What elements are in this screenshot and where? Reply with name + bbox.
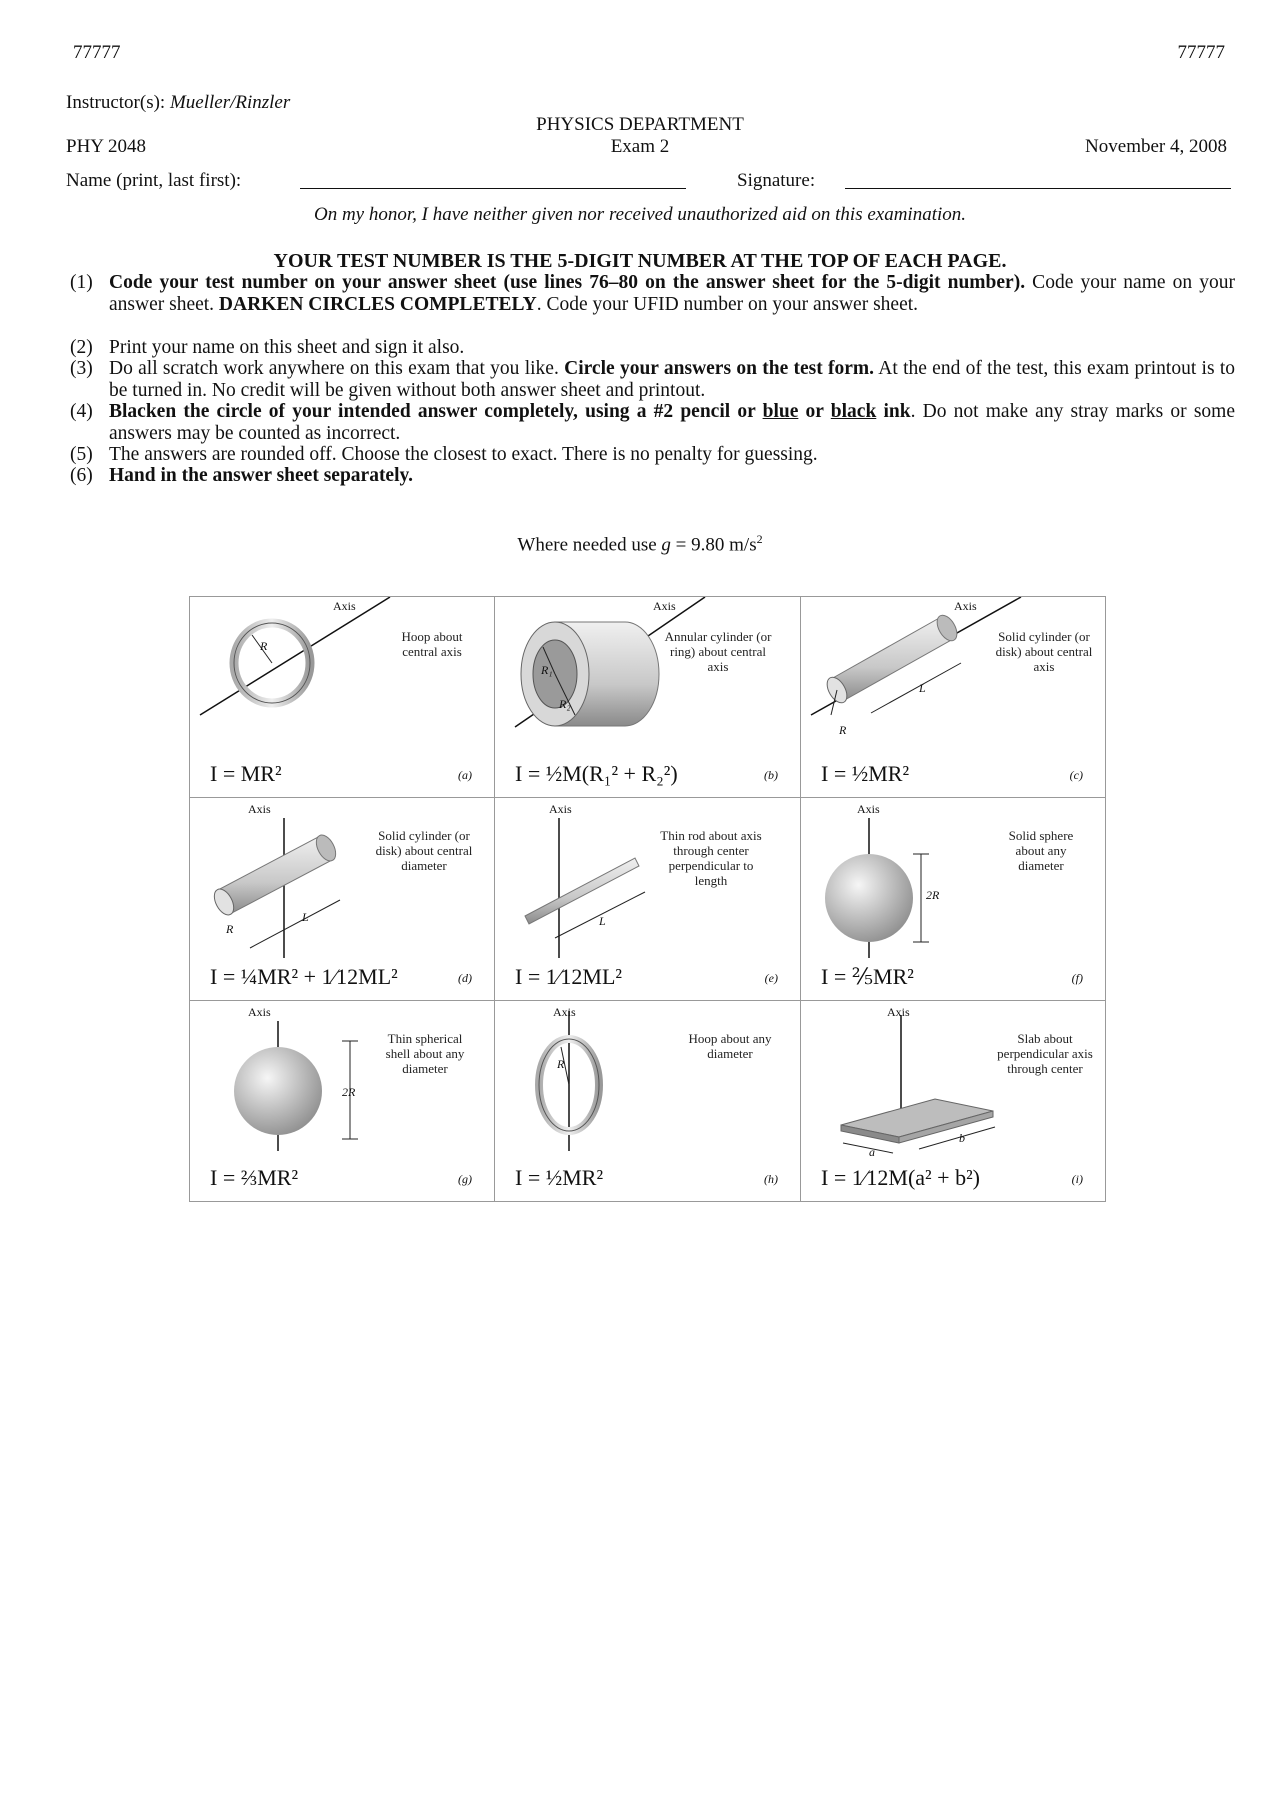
length-label: b [959,1131,965,1145]
axis-label: Axis [248,1005,271,1019]
instruction-bold: DARKEN CIRCLES COMPLETELY [218,293,537,315]
instruction-bold: Code your test number on your answer sheet (use lines 76–80 on the answer sheet for the 5-digit number). [109,272,1026,293]
cell-solid-sphere [800,797,1106,1001]
axis-label: Axis [549,802,572,816]
gravity-exponent: 2 [756,532,763,546]
axis-label: Axis [857,802,880,816]
course-code: PHY 2048 [66,136,147,157]
caption: Hoop about central axis [401,629,463,659]
instructors-names: Mueller/Rinzler [169,92,291,113]
signature-field[interactable] [845,188,1231,189]
moment-of-inertia-table [189,596,1106,1202]
instruction-text: The answers are rounded off. Choose the closest to exact. There is no penalty for guessing. [109,444,818,465]
instruction-underline: blue [762,401,799,422]
instruction-text [109,272,1235,315]
figure-tag: (a) [458,768,472,782]
instruction-underline: black [830,401,877,422]
cell-thin-rod [494,797,801,1001]
instruction-1 [70,272,1235,336]
instruction-number: (1) [70,272,93,293]
formula: I = 1⁄12M(a² + b²) [821,1165,980,1190]
cell-annular-cylinder [494,596,801,798]
instructors-label: Instructor(s): [66,92,166,113]
axis-label: Axis [887,1005,910,1019]
test-code-right: 77777 [1177,42,1225,63]
instruction-text: Hand in the answer sheet separately. [109,465,414,486]
caption: Slab about perpendicular axis through center [997,1031,1093,1076]
formula: I = ½MR² [515,1165,604,1190]
instruction-number: (3) [70,358,93,379]
honor-statement: On my honor, I have neither given nor received unauthorized aid on this examination. [313,204,967,225]
caption: Solid cylinder (or disk) about central axis [995,629,1093,674]
caption: Solid cylinder (or disk) about central diameter [375,828,473,873]
name-field[interactable] [300,188,686,189]
gravity-note [0,528,1280,556]
instruction-bold: Circle your answers on the test form. [564,358,875,379]
inner-radius-label: R₁ [541,663,553,677]
axis-label: Axis [553,1005,576,1019]
exam-title: Exam 2 [610,136,670,157]
radius-label: R [557,1057,565,1071]
caption: Hoop about any diameter [688,1031,772,1061]
instruction-5 [70,444,1235,466]
formula: I = ⅔MR² [210,1165,299,1190]
cell-spherical-shell [189,1000,495,1202]
axis-label: Axis [653,599,676,613]
length-label: L [599,914,606,928]
instruction-number: (2) [70,337,93,358]
instruction-text [109,358,1235,401]
length-label: L [919,681,926,695]
diameter-label: 2R [926,888,940,902]
instruction-text: Print your name on this sheet and sign it also. [109,337,465,358]
figure-tag: (g) [458,1172,472,1186]
formula: I = ¼MR² + 1⁄12ML² [210,964,398,989]
instruction-4 [70,401,1235,445]
cell-slab [800,1000,1106,1202]
instruction-bold: or [798,401,831,422]
figure-tag: (c) [1069,768,1083,782]
caption: Solid sphere about any diameter [1008,828,1074,873]
cell-hoop-diameter [494,1000,801,1202]
name-label: Name (print, last first): [66,170,242,191]
instruction-bold: Blacken the circle of your intended answer completely, using a #2 pencil or [109,401,763,422]
figure-tag: (b) [764,768,778,782]
formula: I = ⅖MR² [821,964,914,989]
gravity-variable: g [661,534,671,556]
instruction-6 [70,465,1235,487]
caption: Thin rod about axis through center perpendicular to length [660,828,762,888]
cell-solid-cylinder-diameter [189,797,495,1001]
figure-tag: (h) [764,1172,778,1186]
instruction-bold: ink [876,401,911,422]
axis-label: Axis [248,802,271,816]
instruction-2 [70,337,1235,359]
cell-hoop-central-axis [189,596,495,798]
instructors [66,92,290,114]
formula: I = 1⁄12ML² [515,964,623,989]
length-label: L [302,910,309,924]
test-number-heading: YOUR TEST NUMBER IS THE 5-DIGIT NUMBER AT THE TOP OF EACH PAGE. [273,250,1007,272]
outer-radius-label: R₂ [559,697,571,711]
formula: I = ½MR² [821,761,910,786]
department-title: PHYSICS DEPARTMENT [536,114,744,135]
figure-tag: (f) [1071,971,1083,985]
gravity-value: = 9.80 m/s [670,534,757,556]
instruction-plain: Do all scratch work anywhere on this exam that you like. [109,358,565,379]
instruction-plain: . Do not make any stray marks or some answers may be counted as incorrect. [109,401,1235,444]
gravity-prefix: Where needed use [517,534,662,556]
diameter-label: 2R [342,1085,356,1099]
instruction-3 [70,358,1235,402]
axis-label: Axis [954,599,977,613]
exam-date: November 4, 2008 [1085,136,1227,157]
radius-label: R [839,723,847,737]
instruction-plain: Code your name on your answer sheet. [109,272,1235,315]
axis-label: Axis [333,599,356,613]
width-label: a [869,1145,875,1159]
formula: I = ½M(R₁² + R₂²) [515,761,678,786]
instruction-number: (5) [70,444,93,465]
instruction-number: (6) [70,465,93,486]
caption: Thin spherical shell about any diameter [385,1031,465,1076]
radius-label: R [226,922,234,936]
cell-solid-cylinder-central-axis [800,596,1106,798]
figure-tag: (d) [458,971,472,985]
instruction-plain: . Code your UFID number on your answer sheet. [536,293,919,315]
formula: I = MR² [210,761,282,786]
figure-tag: (e) [764,971,778,985]
caption: Annular cylinder (or ring) about central axis [664,629,772,674]
instruction-number: (4) [70,401,93,422]
radius-label: R [260,639,268,653]
instruction-text [109,401,1235,444]
signature-label: Signature: [737,170,816,191]
figure-tag: (i) [1071,1172,1083,1186]
test-code-left: 77777 [73,42,121,63]
instruction-plain: At the end of the test, this exam printout is to be turned in. No credit will be given without both answer sheet and printout. [109,358,1236,401]
